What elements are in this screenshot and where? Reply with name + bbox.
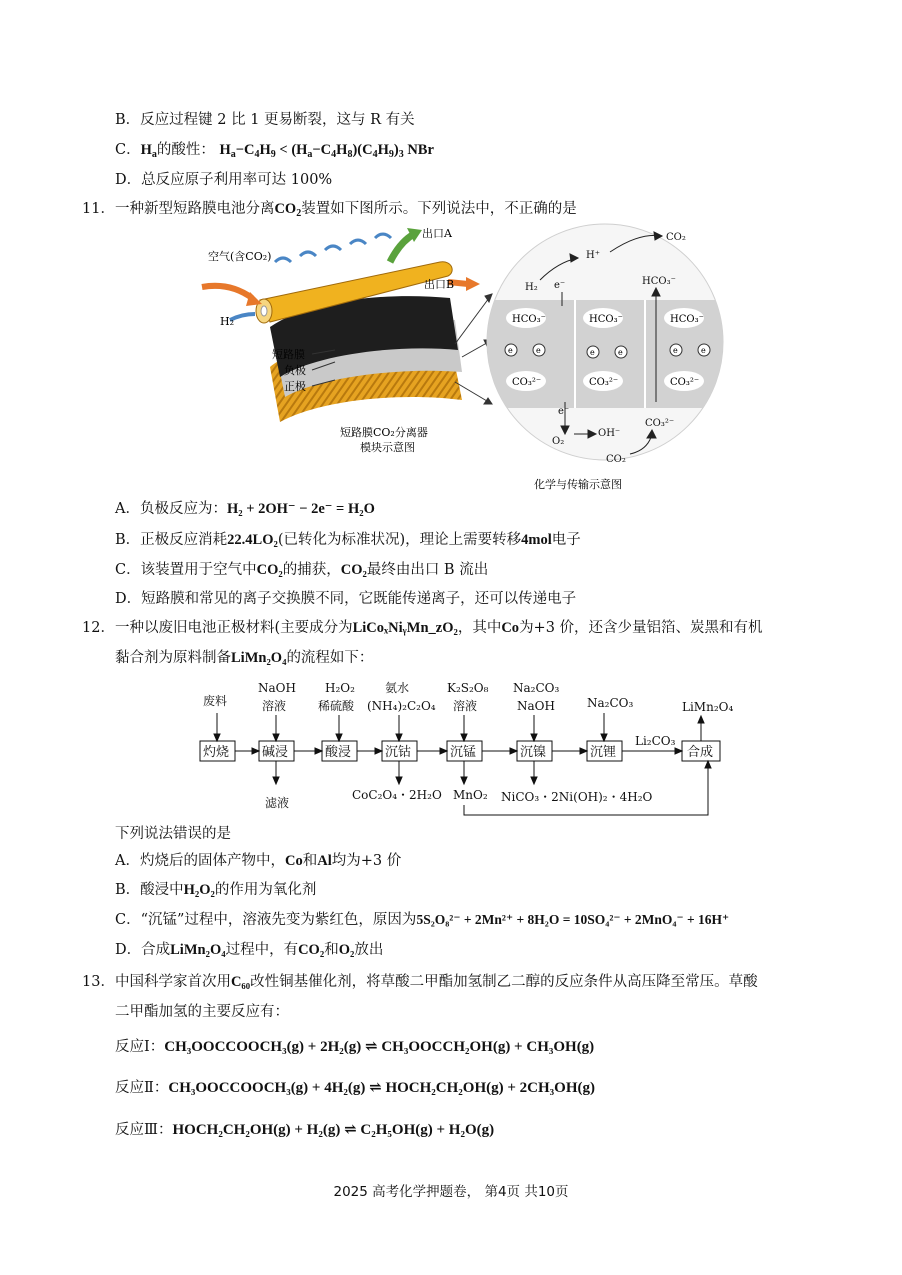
co3-ion-3: CO₃²⁻ xyxy=(670,377,700,388)
flow-top-k2s2o8: K₂S₂O₈ xyxy=(447,681,489,695)
co2-bottom-label: CO₂ xyxy=(606,454,626,465)
flow-bottom-cobalt: CoC₂O₄・2H₂O xyxy=(352,788,442,802)
q12-option-d: D．合成LiMn₂O₄过程中，有CO₂和O₂放出 xyxy=(115,942,384,958)
flow-step-6: 沉镍 xyxy=(520,745,547,760)
process-flowchart xyxy=(195,677,765,822)
flow-step-7: 沉锂 xyxy=(590,745,617,760)
option-b: B．反应过程键 2 比 1 更易断裂，这与 R 有关 xyxy=(115,112,415,128)
flow-bottom-mno2: MnO₂ xyxy=(453,788,488,802)
layer-membrane-label: 短路膜 xyxy=(272,348,305,361)
flow-li2co3: Li₂CO₃ xyxy=(635,734,676,748)
question-12-stem-line2: 黏合剂为原料制备LiMn₂O₄的流程如下： xyxy=(115,650,374,666)
flow-step-3: 酸浸 xyxy=(325,745,352,760)
flow-top-h2so4: 稀硫酸 xyxy=(318,699,355,713)
co3-ion-1: CO₃²⁻ xyxy=(512,377,542,388)
co3-ion-2: CO₃²⁻ xyxy=(589,377,619,388)
flow-top-k2s2o8-sol: 溶液 xyxy=(453,699,478,713)
electron-4: e xyxy=(618,348,623,357)
electron-2: e xyxy=(536,346,541,355)
flow-step-2: 碱浸 xyxy=(262,745,289,760)
air-label: 空气(含CO₂) xyxy=(208,250,272,263)
h-plus-label: H⁺ xyxy=(586,250,600,261)
question-13-stem: 13．中国科学家首次用C₆₀改性铜基催化剂，将草酸二甲酯加氢制乙二醇的反应条件从高压降至常压。草酸 xyxy=(82,974,758,990)
h2-right-label: H₂ xyxy=(525,282,538,293)
flow-top-limn2o4: LiMn₂O₄ xyxy=(682,700,734,714)
e-minus-top-label: e⁻ xyxy=(554,280,566,291)
q11-option-d: D．短路膜和常见的离子交换膜不同，它既能传递离子，还可以传递电子 xyxy=(115,591,577,607)
q12-option-a: A．灼烧后的固体产物中，Co和Al均为+3 价 xyxy=(115,853,402,869)
question-13-stem-line2: 二甲酯加氢的主要反应有： xyxy=(115,1004,289,1020)
co2-top-label: CO₂ xyxy=(666,232,686,243)
electron-6: e xyxy=(701,346,706,355)
hco3-top-label: HCO₃⁻ xyxy=(642,276,676,287)
flow-top-na2co3: Na₂CO₃ xyxy=(513,681,560,695)
question-12-stem: 12．一种以废旧电池正极材料(主要成分为LiCoₓNiᵧMn_zO₂，其中Co为+3 价，还含少量铝箔、炭黑和有机 xyxy=(82,620,763,636)
flow-top-ammonia: 氨水 xyxy=(385,681,410,695)
o2-label: O₂ xyxy=(552,436,565,447)
electron-5: e xyxy=(673,346,678,355)
question-11-stem: 11．一种新型短路膜电池分离$CO_2$装置如下图所示。下列说法中，不正确的是 xyxy=(82,201,577,219)
question-12-substem: 下列说法错误的是 xyxy=(115,826,231,842)
hco3-ion-3: HCO₃⁻ xyxy=(670,314,704,325)
flow-top-naoh-sol: 溶液 xyxy=(262,699,287,713)
reaction-2: 反应Ⅱ：CH₃OOCCOOCH₃(g) + 4H₂(g) ⇌ HOCH₂CH₂OH(g) + 2CH₃OH(g) xyxy=(115,1080,595,1096)
flow-bottom-nickel: NiCO₃・2Ni(OH)₂・4H₂O xyxy=(501,790,653,804)
q11-option-a: A．负极反应为：H₂ + 2OH⁻ − 2e⁻ = H₂O xyxy=(115,501,375,517)
module-caption-line1: 短路膜CO₂分离器 xyxy=(340,426,428,439)
flow-top-h2o2: H₂O₂ xyxy=(325,681,355,695)
option-c: C．$H_a$的酸性： $H_a-C_4H_9 < (H_a-C_4H_8)(C_4H_9)_3$ NBr xyxy=(115,142,434,160)
e-minus-bottom-label: e⁻ xyxy=(558,406,570,417)
flow-top-waste: 废料 xyxy=(203,694,228,708)
layer-anode-label: 负极 xyxy=(284,364,306,377)
outlet-a-label: 出口A xyxy=(422,227,452,240)
electron-1: e xyxy=(508,346,513,355)
flow-step-5: 沉锰 xyxy=(450,745,477,760)
transport-caption: 化学与传输示意图 xyxy=(534,478,622,491)
option-d: D．总反应原子利用率可达 100% xyxy=(115,172,333,188)
q12-option-c: C．“沉锰”过程中，溶液先变为紫红色，原因为5S₂O₈²⁻ + 2Mn²⁺ + 8H₂O = 10SO₄²⁻ + 2MnO₄⁻ + 16H⁺ xyxy=(115,912,730,928)
q11-option-c: C．该装置用于空气中CO₂的捕获，CO₂最终由出口 B 流出 xyxy=(115,562,489,578)
flow-top-naoh: NaOH xyxy=(258,681,296,695)
layer-cathode-label: 正极 xyxy=(284,380,306,393)
h2-label: H₂ xyxy=(220,315,235,328)
oh-minus-label: OH⁻ xyxy=(598,428,621,439)
flow-top-naoh-2: NaOH xyxy=(517,699,555,713)
flow-step-4: 沉钴 xyxy=(385,745,412,760)
module-caption-line2: 模块示意图 xyxy=(360,441,415,454)
outlet-b-label: 出口B xyxy=(424,278,455,291)
q12-option-b: B．酸浸中H₂O₂的作用为氧化剂 xyxy=(115,882,317,898)
co2-separator-figure xyxy=(200,222,740,497)
flow-top-oxalate: (NH₄)₂C₂O₄ xyxy=(367,699,436,713)
co3-bottom-label: CO₃²⁻ xyxy=(645,418,675,429)
hco3-ion-1: HCO₃⁻ xyxy=(512,314,546,325)
flow-bottom-filtrate: 滤液 xyxy=(265,796,290,810)
flow-top-na2co3-2: Na₂CO₃ xyxy=(587,696,634,710)
hco3-ion-2: HCO₃⁻ xyxy=(589,314,623,325)
electron-3: e xyxy=(590,348,595,357)
transport-schematic-circle xyxy=(487,224,727,465)
q11-option-b: B．正极反应消耗22.4LO₂(已转化为标准状况)，理论上需要转移4mol电子 xyxy=(115,532,581,548)
flow-step-1: 灼烧 xyxy=(203,745,230,760)
reaction-1: 反应Ⅰ：CH₃OOCCOOCH₃(g) + 2H₂(g) ⇌ CH₃OOCCH₂OH(g) + CH₃OH(g) xyxy=(115,1039,595,1055)
page-footer: 2025 高考化学押题卷， 第4页 共10页 xyxy=(333,1184,569,1200)
flow-step-8: 合成 xyxy=(687,745,714,760)
reaction-3: 反应Ⅲ：HOCH₂CH₂OH(g) + H₂(g) ⇌ C₂H₅OH(g) + H₂O(g) xyxy=(115,1122,495,1138)
